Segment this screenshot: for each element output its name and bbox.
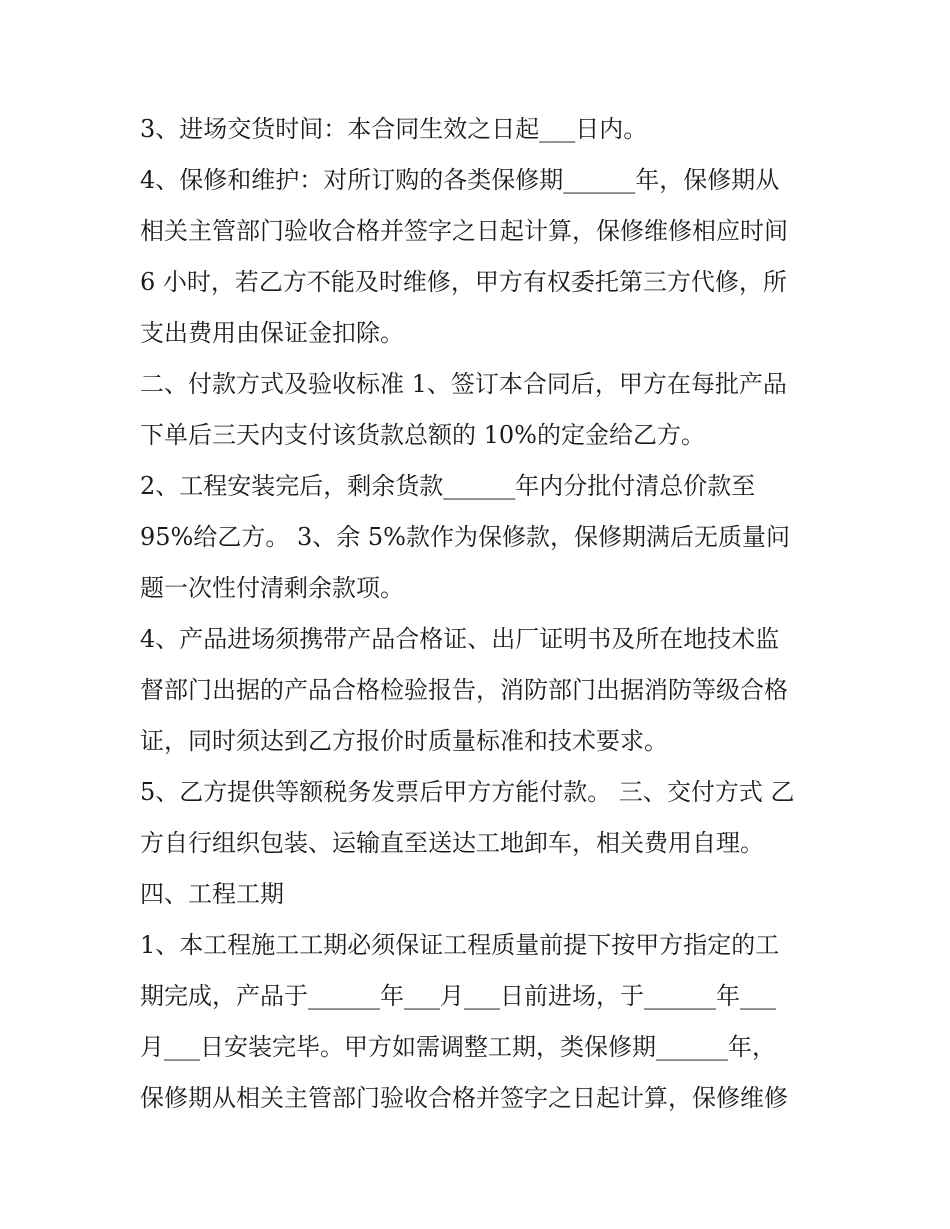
text-line: 4、产品进场须携带产品合格证、出厂证明书及所在地技术监 [140,625,780,653]
text-line: 2、工程安装完后，剩余货款______年内分批付清总价款至 [140,472,756,500]
text-line: 5、乙方提供等额税务发票后甲方方能付款。 三、交付方式 乙 [140,778,795,806]
text-line: 四、工程工期 [140,880,284,908]
text-line: 月___日安装完毕。甲方如需调整工期，类保修期______年， [140,1033,776,1061]
text-line: 95%给乙方。 3、余 5%款作为保修款，保修期满后无质量问 [140,523,790,551]
text-line: 1、本工程施工工期必须保证工程质量前提下按甲方指定的工 [140,931,780,959]
text-line: 6 小时，若乙方不能及时维修，甲方有权委托第三方代修，所 [140,268,787,296]
text-line: 方自行组织包装、运输直至送达工地卸车，相关费用自理。 [140,829,764,857]
text-line: 二、付款方式及验收标准 1、签订本合同后，甲方在每批产品 [140,370,787,398]
text-line: 相关主管部门验收合格并签字之日起计算，保修维修相应时间 [140,217,788,245]
text-line: 4、保修和维护：对所订购的各类保修期______年，保修期从 [140,166,780,194]
text-line: 期完成，产品于______年___月___日前进场，于______年___ [140,982,776,1010]
text-line: 3、进场交货时间：本合同生效之日起___日内。 [140,115,648,143]
document-body [140,104,820,1124]
text-line: 下单后三天内支付该货款总额的 10%的定金给乙方。 [140,421,705,449]
text-line: 督部门出据的产品合格检验报告，消防部门出据消防等级合格 [140,676,788,704]
text-line: 保修期从相关主管部门验收合格并签字之日起计算，保修维修 [140,1084,788,1112]
text-line: 题一次性付清剩余款项。 [140,574,404,602]
text-line: 支出费用由保证金扣除。 [140,319,404,347]
text-line: 证，同时须达到乙方报价时质量标准和技术要求。 [140,727,668,755]
